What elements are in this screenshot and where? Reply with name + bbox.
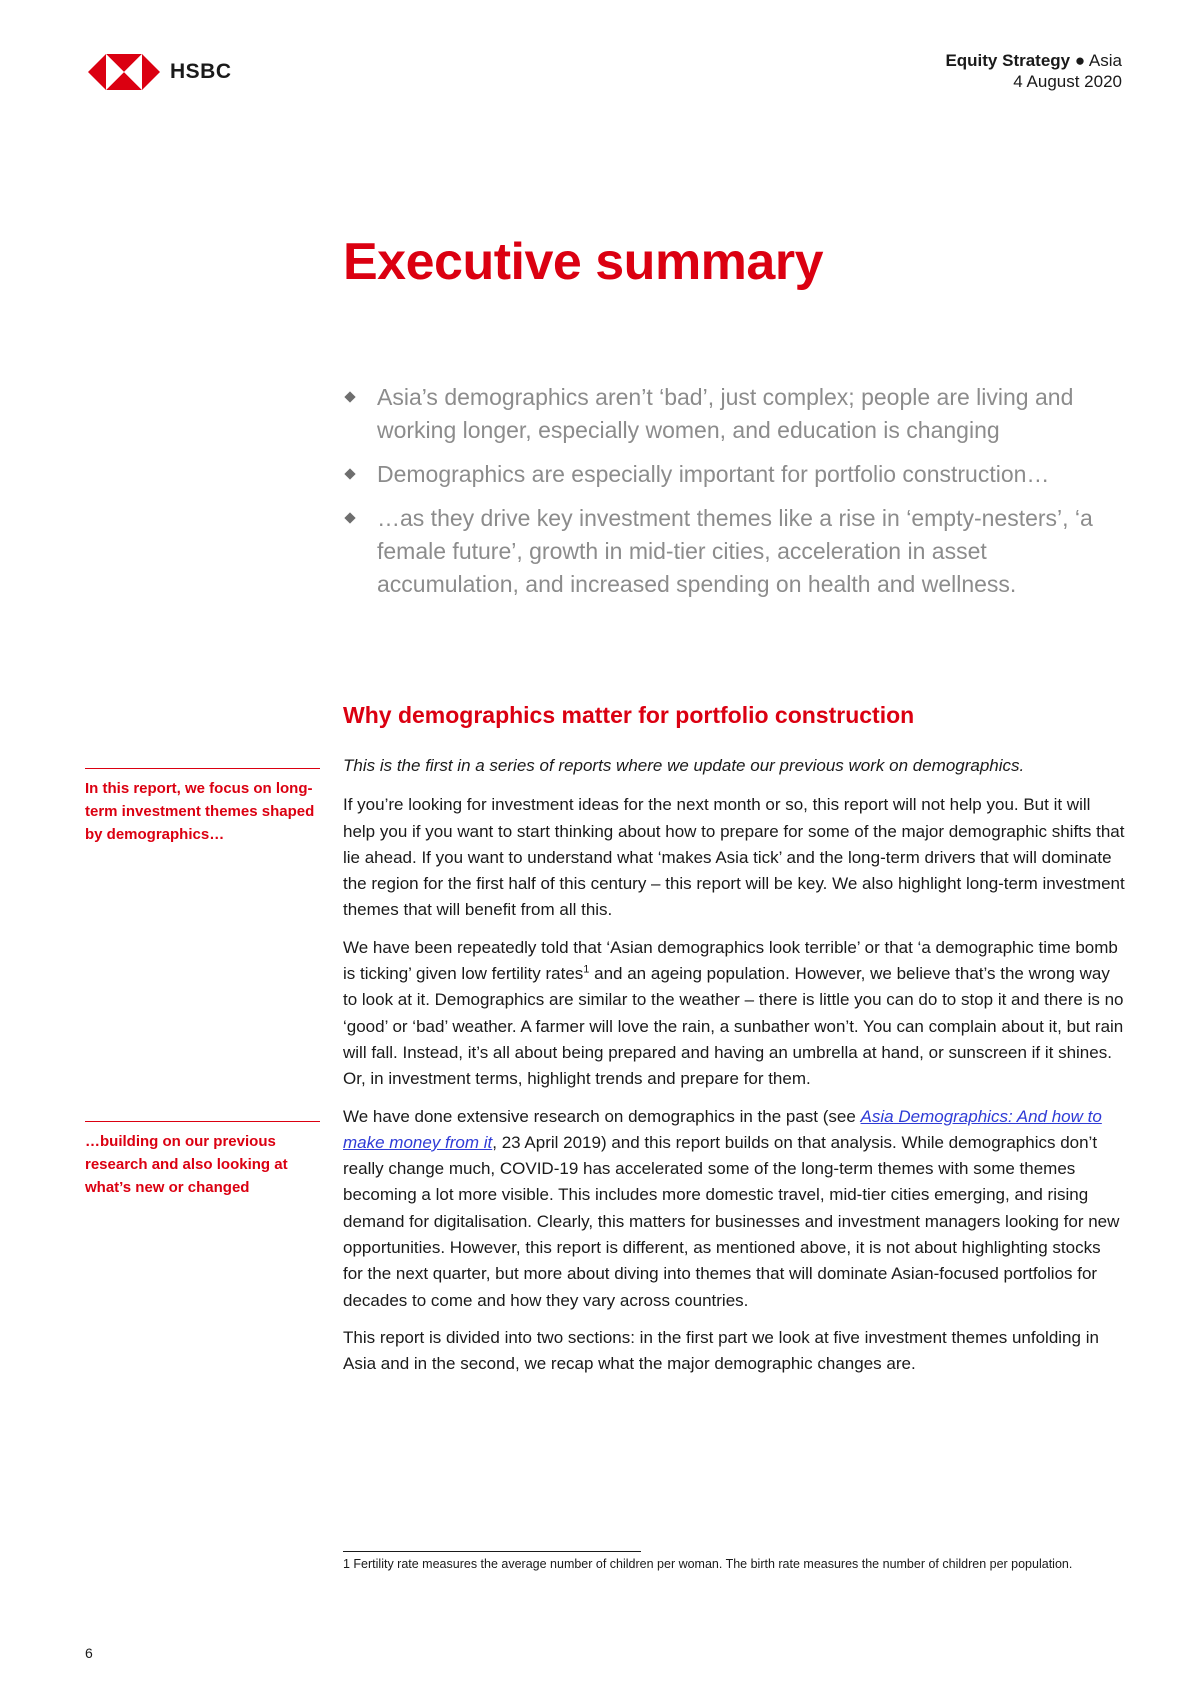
sidenote-focus: In this report, we focus on long-term investment themes shaped by demographics… <box>85 768 320 846</box>
summary-bullet: Demographics are especially important for portfolio construction… <box>343 458 1123 491</box>
paragraph-4: This report is divided into two sections: in the first part we look at five investment themes unfolding in Asia and in the second, we recap what the major demographic changes are. <box>343 1327 1099 1374</box>
footnote: 1 Fertility rate measures the average number of children per woman. The birth rate measures the number of children per population. <box>343 1557 1073 1571</box>
body-text <box>343 753 1125 1389</box>
summary-bullets <box>343 381 1123 612</box>
strategy-label: Equity Strategy <box>945 51 1071 70</box>
bullet-separator: ● <box>1070 51 1089 70</box>
brand-name: HSBC <box>170 60 232 83</box>
page-title: Executive summary <box>343 233 823 291</box>
report-series <box>945 50 1122 71</box>
diamond-bullet-icon <box>344 512 355 523</box>
report-header <box>945 50 1122 92</box>
report-date: 4 August 2020 <box>1013 72 1122 91</box>
report-link[interactable]: Asia Demographics: And how to make money from it <box>343 1106 1102 1152</box>
sidenote-previous-research: …building on our previous research and also looking at what’s new or changed <box>85 1121 320 1199</box>
region-label: Asia <box>1088 51 1122 70</box>
hsbc-hexagon-icon <box>88 54 160 90</box>
diamond-bullet-icon <box>344 391 355 402</box>
footnote-ref[interactable]: 1 <box>583 963 590 976</box>
paragraph-1: If you’re looking for investment ideas for the next month or so, this report will not help you. But it will help you if you want to start thinking about how to prepare for some of the major demographic shifts that lie ahead. If you want to understand what ‘makes Asia tick’ and the long-term drivers that will dominate the region for the first half of this century – this report will be key. We also highlight long-term investment themes that will benefit from all this. <box>343 795 1125 920</box>
diamond-bullet-icon <box>344 468 355 479</box>
section-heading: Why demographics matter for portfolio construction <box>343 702 915 728</box>
paragraph-3: We have done extensive research on demographics in the past (see Asia Demographics: And how to make money from it, 23 April 2019) and this report builds on that analysis. While demographics don’t really change much, COVID-19 has accelerated some of the long-term themes with some themes becoming a lot more visible. This includes more domestic travel, mid-tier cities emerging, and rising demand for digitalisation. Clearly, this matters for businesses and investment managers looking for new opportunities. However, this report is different, as mentioned above, it is not about highlighting stocks for the next quarter, but more about diving into themes that will dominate Asian-focused portfolios for decades to come and how they vary across countries. <box>343 1106 1120 1310</box>
hsbc-logo <box>88 54 232 90</box>
summary-bullet: Asia’s demographics aren’t ‘bad’, just complex; people are living and working longer, especially women, and education is changing <box>343 381 1123 447</box>
page-number: 6 <box>85 1645 93 1661</box>
summary-bullet: …as they drive key investment themes like a rise in ‘empty-nesters’, ‘a female future’, growth in mid-tier cities, acceleration in asset accumulation, and increased spending on health and wellness. <box>343 502 1123 601</box>
lead-paragraph: This is the first in a series of reports where we update our previous work on demographics. <box>343 756 1025 775</box>
footnote-divider <box>343 1551 641 1552</box>
paragraph-2: We have been repeatedly told that ‘Asian demographics look terrible’ or that ‘a demographic time bomb is ticking’ given low fertility rates$^1$ and an ageing population. However, we believe that’s the wrong way to look at it. Demographics are similar to the weather – there is little you can do to stop it and there is no ‘good’ or ‘bad’ weather. A farmer will love the rain, a sunbather won’t. You can complain about it, but rain will fall. Instead, it’s all about being prepared and having an umbrella at hand, or sunscreen if it shines. Or, in investment terms, highlight trends and prepare for them. <box>343 937 1124 1089</box>
